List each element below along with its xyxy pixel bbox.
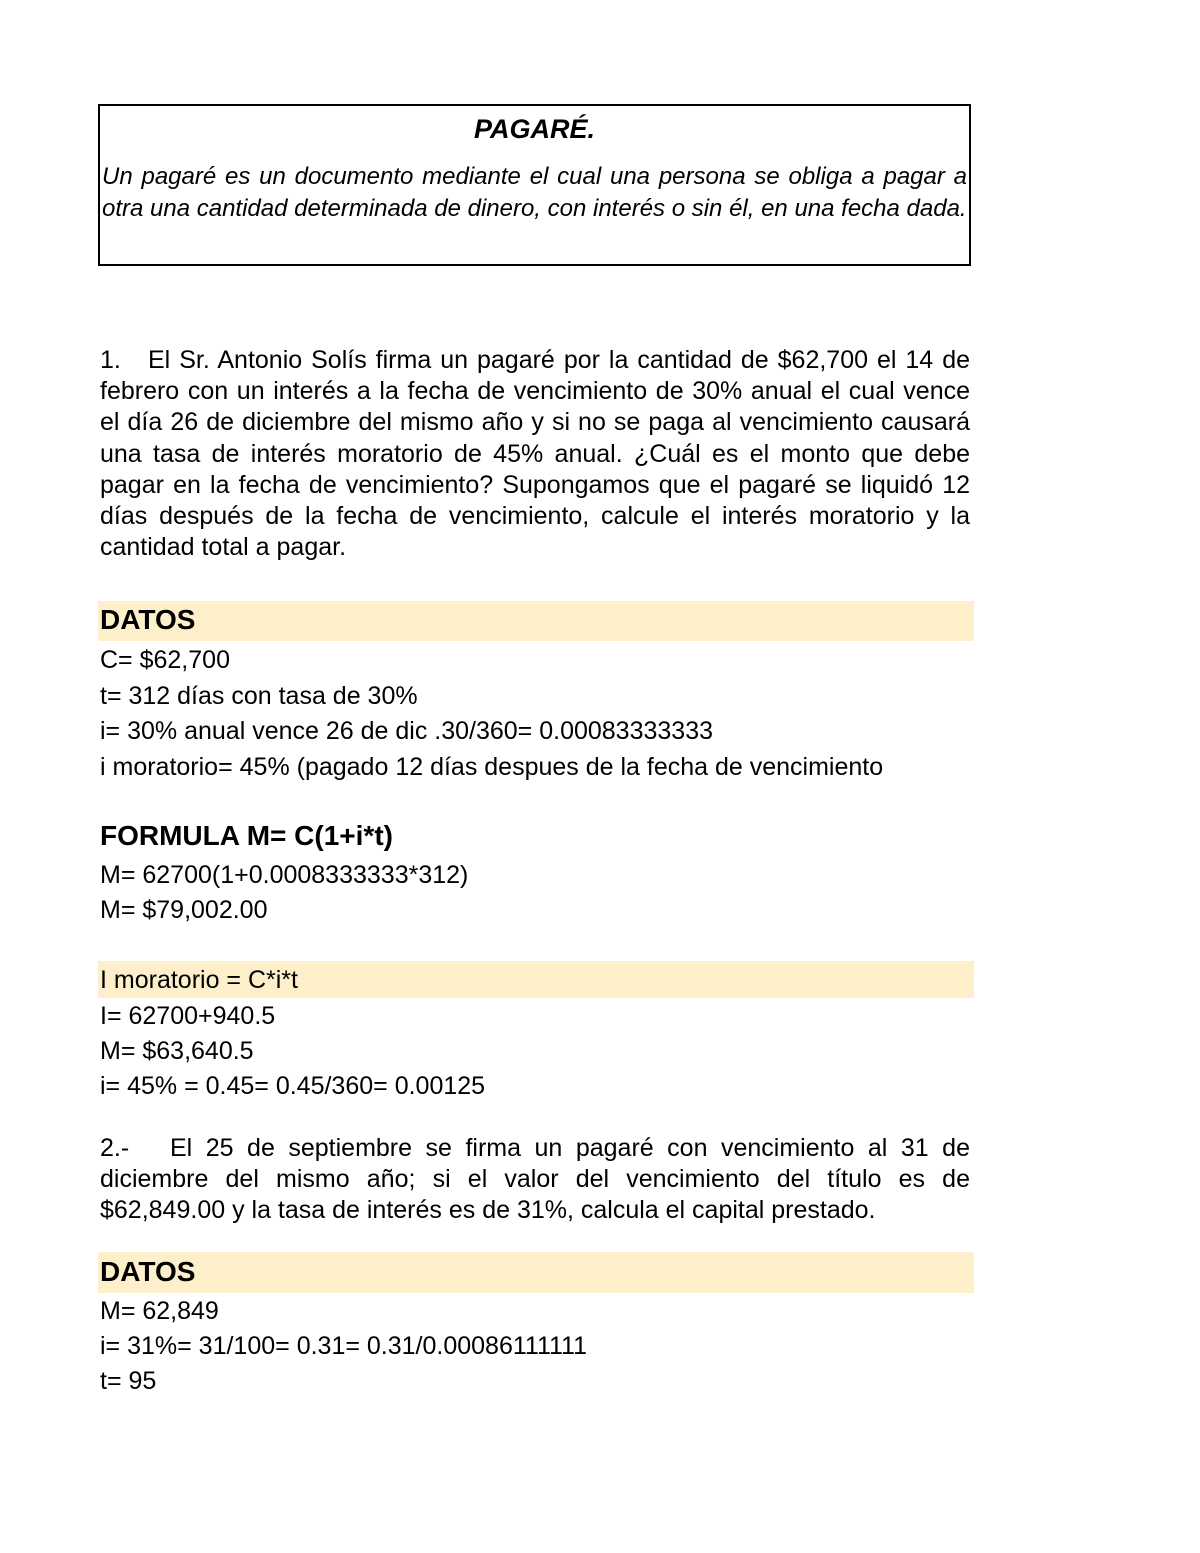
moratorio-line: I= 62700+940.5 — [100, 1002, 276, 1030]
problem-1-statement — [100, 345, 970, 563]
datos-2-line: i= 31%= 31/100= 0.31= 0.31/0.00086111111 — [100, 1332, 588, 1360]
definition-title: PAGARÉ. — [473, 114, 595, 144]
datos-1-line: t= 312 días con tasa de 30% — [100, 682, 418, 710]
formula-heading: FORMULA M= C(1+i*t) — [100, 820, 393, 851]
datos-2-line: M= 62,849 — [100, 1297, 219, 1325]
definition-box — [98, 104, 971, 266]
datos-1-band — [98, 601, 974, 641]
problem-2-statement — [100, 1133, 970, 1227]
formula-line: M= $79,002.00 — [100, 896, 268, 924]
formula-line: M= 62700(1+0.0008333333*312) — [100, 861, 469, 889]
datos-1-line: C= $62,700 — [100, 646, 230, 674]
datos-1-line: i= 30% anual vence 26 de dic .30/360= 0.00083333333 — [100, 717, 714, 745]
problem-1-number: 1. — [100, 346, 121, 374]
problem-2-number: 2.- — [100, 1134, 130, 1162]
datos-2-heading: DATOS — [100, 1256, 196, 1287]
datos-1-line: i moratorio= 45% (pagado 12 días despues de la fecha de vencimiento — [100, 753, 884, 781]
problem-1-text: El Sr. Antonio Solís firma un pagaré por la cantidad de $62,700 el 14 de febrero con un interés a la fecha de vencimiento de 30% anual el cual vence el día 26 de diciembre del mismo año y si no se paga al vencimiento causará una tasa de interés moratorio de 45% anual. ¿Cuál es el monto que debe pagar en la fecha de vencimiento? Supongamos que el pagaré se liquidó 12 días después de la fecha de vencimiento, calcule el interés moratorio y la cantidad total a pagar. — [100, 346, 970, 562]
moratorio-heading: I moratorio = C*i*t — [100, 966, 298, 994]
datos-1-heading: DATOS — [100, 604, 196, 635]
datos-2-band — [98, 1252, 974, 1293]
problem-2-text: El 25 de septiembre se firma un pagaré con vencimiento al 31 de diciembre del mismo año; si el valor del vencimiento del título es de $62,849.00 y la tasa de interés es de 31%, calcula el capital prestado. — [100, 1134, 970, 1225]
moratorio-line: i= 45% = 0.45= 0.45/360= 0.00125 — [100, 1072, 486, 1100]
moratorio-line: M= $63,640.5 — [100, 1037, 254, 1065]
datos-2-line: t= 95 — [100, 1367, 157, 1395]
definition-text: Un pagaré es un documento mediante el cual una persona se obliga a pagar a otra una cantidad determinada de dinero, con interés o sin él, en una fecha dada. — [102, 163, 967, 222]
